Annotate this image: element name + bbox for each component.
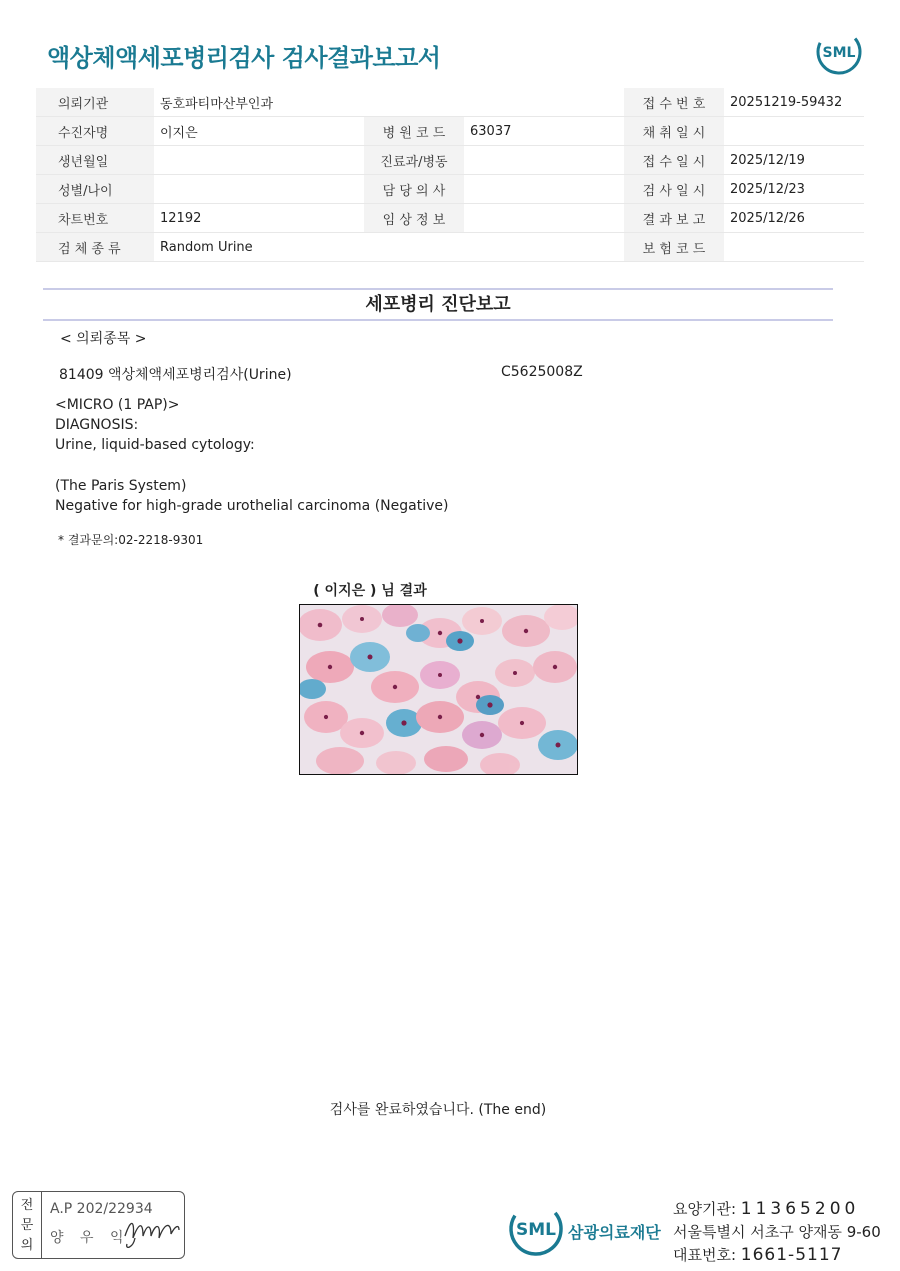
- stamp-char: 의: [20, 1238, 34, 1253]
- footer-phone-label: 대표번호:: [673, 1246, 737, 1264]
- info-label: 임 상 정 보: [364, 204, 464, 233]
- sml-logo-icon: [815, 28, 863, 76]
- micro-label: <MICRO (1 PAP)>: [55, 397, 180, 413]
- pathologist-stamp: [12, 1191, 185, 1259]
- info-row: [36, 175, 864, 204]
- info-value: 2025/12/26: [724, 204, 864, 233]
- info-value: 2025/12/23: [724, 175, 864, 204]
- order-heading: < 의뢰종목 >: [60, 331, 147, 347]
- info-label: 채 취 일 시: [624, 117, 724, 146]
- info-value: [724, 233, 864, 262]
- signature-icon: [121, 1208, 183, 1252]
- info-label: 검 체 종 류: [36, 233, 154, 262]
- info-label: 결 과 보 고: [624, 204, 724, 233]
- footer-address: 서울특별시 서초구 양재동 9-60: [673, 1223, 881, 1241]
- system-text: (The Paris System): [55, 478, 187, 494]
- info-value: 2025/12/19: [724, 146, 864, 175]
- info-value: 동호파티마산부인과: [154, 88, 364, 117]
- info-value: [464, 204, 624, 233]
- stamp-ap-number: A.P 202/22934: [50, 1201, 153, 1217]
- info-label: [364, 233, 464, 262]
- info-row: [36, 233, 864, 262]
- stamp-doctor-name: 양 우 익: [50, 1230, 130, 1246]
- info-label: 접 수 일 시: [624, 146, 724, 175]
- diagnosis-label: DIAGNOSIS:: [55, 417, 139, 433]
- info-label: 진료과/병동: [364, 146, 464, 175]
- footer-code-value: 11365200: [740, 1199, 860, 1219]
- order-code: C5625008Z: [501, 364, 583, 380]
- info-label: [364, 88, 464, 117]
- specimen-text: Urine, liquid-based cytology:: [55, 437, 255, 453]
- stamp-role-column: [13, 1192, 42, 1258]
- info-label: 보 험 코 드: [624, 233, 724, 262]
- info-label: 담 당 의 사: [364, 175, 464, 204]
- info-row: [36, 146, 864, 175]
- info-label: 차트번호: [36, 204, 154, 233]
- info-label: 수진자명: [36, 117, 154, 146]
- cytology-image: [299, 604, 578, 775]
- image-caption: ( 이지은 ) 님 결과: [313, 583, 427, 599]
- sml-footer-logo-icon: [508, 1200, 568, 1258]
- info-value: [464, 88, 624, 117]
- inquiry-phone: * 결과문의:02-2218-9301: [58, 533, 204, 547]
- footer-code: [673, 1198, 859, 1219]
- order-item: 81409 액상체액세포병리검사(Urine): [59, 367, 292, 383]
- info-label: 병 원 코 드: [364, 117, 464, 146]
- diagnosis-result: Negative for high-grade urothelial carcinoma (Negative): [55, 498, 449, 514]
- info-row: [36, 117, 864, 146]
- section-divider-bottom: [43, 319, 833, 321]
- info-value: 이지은: [154, 117, 364, 146]
- section-title: 세포병리 진단보고: [365, 294, 511, 315]
- end-message: 검사를 완료하였습니다. (The end): [329, 1102, 547, 1118]
- info-value: 20251219-59432: [724, 88, 864, 117]
- info-value: [464, 175, 624, 204]
- svg-text:SML: SML: [516, 1220, 556, 1240]
- info-value: [464, 146, 624, 175]
- stamp-char: 문: [20, 1218, 34, 1233]
- footer-org-name: 삼광의료재단: [568, 1223, 661, 1242]
- footer-phone-value: 1661-5117: [740, 1245, 843, 1265]
- info-value: [724, 117, 864, 146]
- report-title: 액상체액세포병리검사 검사결과보고서: [47, 44, 441, 72]
- info-value: [154, 175, 364, 204]
- info-label: 검 사 일 시: [624, 175, 724, 204]
- info-label: 접 수 번 호: [624, 88, 724, 117]
- patient-info-table: [36, 88, 864, 262]
- svg-text:SML: SML: [822, 45, 856, 61]
- info-row: [36, 88, 864, 117]
- footer-phone: [673, 1244, 842, 1265]
- info-value: [464, 233, 624, 262]
- info-label: 생년월일: [36, 146, 154, 175]
- info-label: 성별/나이: [36, 175, 154, 204]
- info-value: 12192: [154, 204, 364, 233]
- stamp-char: 전: [20, 1198, 34, 1213]
- info-value: [154, 146, 364, 175]
- info-value: Random Urine: [154, 233, 364, 262]
- info-value: 63037: [464, 117, 624, 146]
- info-row: [36, 204, 864, 233]
- info-label: 의뢰기관: [36, 88, 154, 117]
- footer-code-label: 요양기관:: [673, 1200, 737, 1218]
